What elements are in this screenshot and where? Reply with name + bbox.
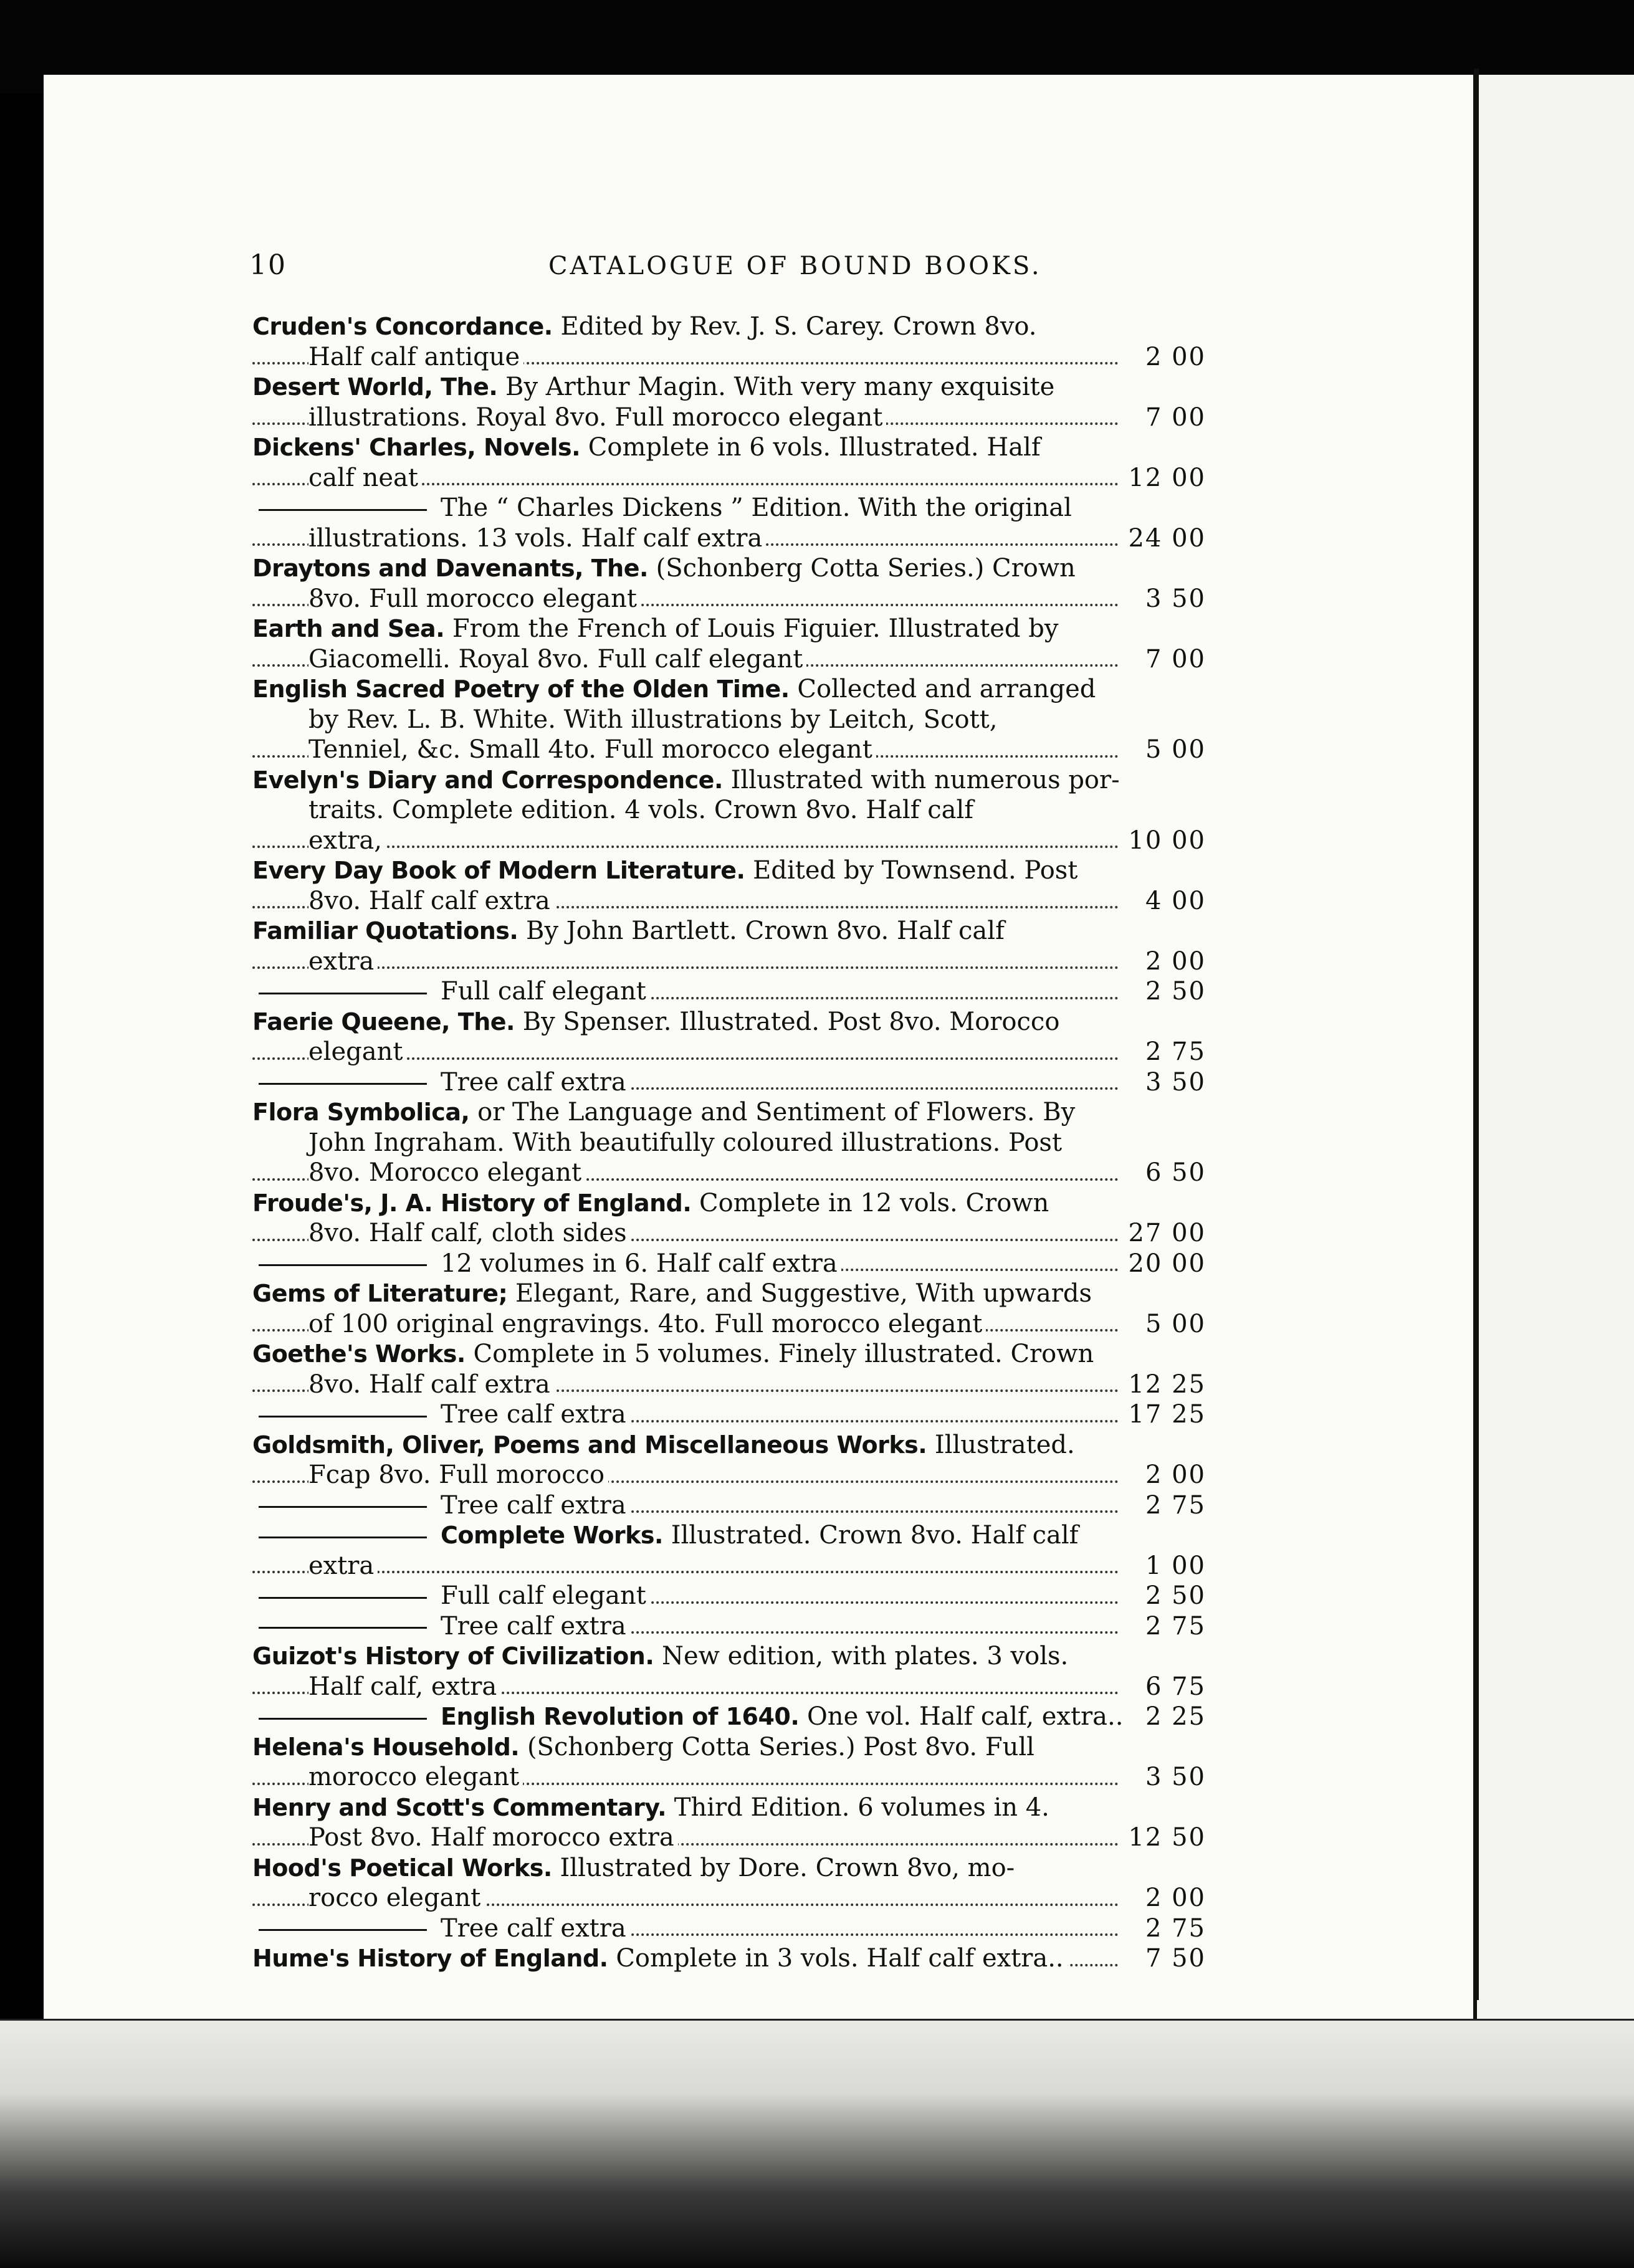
book-description: Illustrated. Crown 8vo. Half calf (663, 1521, 1079, 1550)
catalogue-line (252, 312, 1206, 342)
catalogue-line (252, 1097, 1206, 1128)
price: 2 00 (1125, 1460, 1206, 1490)
ditto-rule (259, 993, 427, 994)
line-text (252, 675, 1099, 703)
price: 3 50 (1125, 1067, 1206, 1098)
line-text (308, 1551, 378, 1580)
book-description: illustrations. 13 vols. Half calf extra (308, 523, 763, 553)
catalogue-line (252, 1370, 1206, 1400)
line-text (252, 1249, 841, 1278)
book-description: or The Language and Sentiment of Flowers. By (469, 1098, 1076, 1127)
price: 2 75 (1125, 1490, 1206, 1521)
price: 20 00 (1125, 1249, 1206, 1279)
catalogue-line (252, 946, 1206, 977)
price: 10 00 (1125, 826, 1206, 856)
line-text (252, 1008, 1063, 1036)
book-title: Complete Works. (441, 1522, 663, 1549)
line-text (252, 1491, 630, 1520)
line-text (308, 464, 422, 492)
catalogue-line (252, 553, 1206, 584)
line-text (308, 826, 386, 855)
catalogue-line (252, 493, 1206, 523)
price: 7 00 (1125, 644, 1206, 675)
book-description: morocco elegant (308, 1763, 520, 1791)
line-text (252, 1793, 1053, 1822)
book-description: Edited by Townsend. Post (745, 856, 1078, 885)
book-description: Half calf antique (308, 342, 520, 371)
catalogue-line (252, 523, 1206, 554)
catalogue-line (252, 1218, 1206, 1249)
catalogue-line (252, 976, 1206, 1007)
catalogue-line (252, 1822, 1206, 1853)
price: 12 50 (1125, 1822, 1206, 1853)
catalogue-line (252, 1762, 1206, 1793)
catalogue-line (252, 1007, 1206, 1037)
catalogue-line (252, 1913, 1206, 1944)
line-text (252, 856, 1081, 885)
book-description: Complete in 3 vols. Half calf extra.. (608, 1944, 1064, 1973)
book-description: Illustrated. (927, 1430, 1075, 1459)
book-description: illustrations. Royal 8vo. Full morocco elegant (308, 403, 883, 432)
book-description: 8vo. Half calf extra (308, 1370, 550, 1399)
line-text (308, 947, 378, 976)
book-description: extra (308, 1551, 375, 1580)
book-description: Tree calf extra (441, 1611, 626, 1641)
line-text (252, 1702, 1127, 1731)
price: 3 50 (1125, 1762, 1206, 1793)
book-description: Collected and arranged (789, 675, 1096, 703)
price: 2 00 (1125, 1883, 1206, 1913)
running-head: CATALOGUE OF BOUND BOOKS. (548, 252, 1042, 280)
line-text (252, 1733, 1038, 1761)
line-text (252, 1854, 1018, 1882)
price: 2 25 (1125, 1702, 1206, 1732)
line-text (252, 1400, 630, 1429)
book-description: 8vo. Half calf, cloth sides (308, 1219, 627, 1247)
page-bottom-edge (0, 2019, 1634, 2021)
catalogue-line (252, 1037, 1206, 1067)
catalogue-line (252, 1188, 1206, 1219)
book-description: Fcap 8vo. Full morocco (308, 1460, 605, 1489)
catalogue-line (252, 1309, 1206, 1340)
page-header (249, 249, 1209, 287)
book-title: Goethe's Works. (252, 1340, 466, 1368)
catalogue-line (252, 1430, 1206, 1460)
catalogue-line (252, 735, 1206, 765)
book-title: Froude's, J. A. History of England. (252, 1189, 692, 1217)
catalogue-line (252, 1702, 1206, 1732)
book-title: Hume's History of England. (252, 1945, 608, 1972)
book-description: Full calf elegant (441, 1581, 646, 1610)
price: 2 75 (1125, 1913, 1206, 1944)
book-description: 8vo. Morocco elegant (308, 1158, 582, 1187)
book-description: 8vo. Full morocco elegant (308, 584, 637, 613)
book-description: One vol. Half calf, extra.. (799, 1702, 1124, 1731)
page-number: 10 (249, 249, 287, 281)
line-text (252, 1581, 650, 1610)
book-description: extra, (308, 826, 382, 855)
price: 6 75 (1125, 1672, 1206, 1702)
book-description: By Arthur Magin. With very many exquisite (497, 373, 1055, 401)
price: 2 75 (1125, 1611, 1206, 1642)
price: 4 00 (1125, 886, 1206, 917)
catalogue-line (252, 916, 1206, 946)
price: 24 00 (1125, 523, 1206, 554)
line-text (252, 1068, 630, 1097)
book-title: Goldsmith, Oliver, Poems and Miscellaneous Works. (252, 1431, 927, 1459)
book-title: Every Day Book of Modern Literature. (252, 857, 745, 884)
catalogue-line (252, 1399, 1206, 1430)
catalogue-line (252, 1158, 1206, 1188)
facing-page-edge (1477, 75, 1634, 2206)
book-title: Desert World, The. (252, 373, 498, 401)
book-title: Evelyn's Diary and Correspondence. (252, 766, 723, 794)
line-text (308, 584, 641, 613)
line-text (308, 1310, 986, 1338)
scan-border-bottom (0, 2019, 1634, 2268)
line-text (252, 554, 1079, 583)
price: 6 50 (1125, 1158, 1206, 1188)
price: 7 00 (1125, 403, 1206, 433)
catalogue-line (252, 372, 1206, 403)
line-text (308, 796, 977, 824)
catalogue-line (252, 886, 1206, 917)
book-description: Half calf, extra (308, 1672, 497, 1701)
price: 1 00 (1125, 1551, 1206, 1581)
price: 2 00 (1125, 342, 1206, 373)
catalogue-line (252, 1520, 1206, 1551)
line-text (252, 1340, 1097, 1368)
line-text (252, 312, 1041, 341)
book-title: Earth and Sea. (252, 615, 445, 642)
price: 12 00 (1125, 463, 1206, 493)
price: 2 50 (1125, 1581, 1206, 1611)
line-text (308, 1158, 585, 1187)
book-description: Elegant, Rare, and Suggestive, With upwards (507, 1279, 1092, 1308)
book-description: Post 8vo. Half morocco extra (308, 1823, 674, 1852)
catalogue-line (252, 1793, 1206, 1823)
ditto-rule (259, 1627, 427, 1629)
book-description: Complete in 6 vols. Illustrated. Half (580, 433, 1041, 462)
line-text (252, 493, 1076, 522)
book-description: Tree calf extra (441, 1913, 626, 1943)
leader-dots (252, 1571, 1119, 1573)
catalogue-line (252, 1641, 1206, 1672)
line-text (308, 1460, 608, 1489)
book-description: rocco elegant (308, 1884, 481, 1912)
book-title: Draytons and Davenants, The. (252, 555, 648, 582)
ditto-rule (259, 1597, 427, 1599)
book-description: Edited by Rev. J. S. Carey. Crown 8vo. (552, 312, 1037, 341)
catalogue-line (252, 1460, 1206, 1490)
line-text (308, 705, 1001, 734)
catalogue-line (252, 463, 1206, 493)
catalogue-line (252, 1339, 1206, 1370)
book-description: By Spenser. Illustrated. Post 8vo. Morocco (515, 1007, 1060, 1036)
catalogue-line (252, 1279, 1206, 1309)
catalogue-line (252, 644, 1206, 675)
catalogue-line (252, 765, 1206, 796)
book-description: calf neat (308, 463, 418, 492)
ditto-rule (259, 1083, 427, 1085)
line-text (252, 1098, 1079, 1127)
book-description: Tree calf extra (441, 1400, 626, 1429)
book-description: extra (308, 946, 375, 976)
catalogue-line (252, 614, 1206, 644)
line-text (308, 1884, 484, 1912)
book-description: of 100 original engravings. 4to. Full morocco elegant (308, 1309, 983, 1338)
book-description: (Schonberg Cotta Series.) Post 8vo. Full (519, 1732, 1034, 1761)
line-text (252, 1914, 630, 1943)
line-text (252, 1521, 1082, 1550)
book-description: The “ Charles Dickens ” Edition. With the original (441, 493, 1072, 522)
line-text (252, 1642, 1072, 1670)
book-title: Faerie Queene, The. (252, 1008, 515, 1036)
catalogue-line (252, 705, 1206, 735)
book-description: Illustrated by Dore. Crown 8vo, mo- (552, 1853, 1015, 1882)
catalogue-line (252, 1883, 1206, 1913)
leader-dots (252, 966, 1119, 969)
book-title: Familiar Quotations. (252, 917, 518, 945)
line-text (252, 433, 1044, 462)
price: 3 50 (1125, 584, 1206, 614)
catalogue-line (252, 674, 1206, 705)
book-title: Flora Symbolica, (252, 1098, 470, 1126)
line-text (308, 524, 766, 553)
catalogue-line (252, 403, 1206, 433)
line-text (308, 735, 876, 764)
catalogue-line (252, 1732, 1206, 1763)
price: 17 25 (1125, 1399, 1206, 1430)
line-text (308, 887, 554, 915)
catalogue-line (252, 1581, 1206, 1611)
line-text (308, 1672, 500, 1701)
ditto-rule (259, 509, 427, 511)
line-text (308, 1219, 631, 1247)
line-text (308, 1370, 554, 1399)
ditto-rule (259, 1416, 427, 1418)
line-text (252, 766, 1124, 794)
ditto-rule (259, 1506, 427, 1508)
line-text (308, 403, 886, 432)
book-description: Tenniel, &c. Small 4to. Full morocco elegant (308, 735, 872, 764)
line-text (308, 1763, 523, 1791)
catalogue-line (252, 432, 1206, 463)
book-description: By John Bartlett. Crown 8vo. Half calf (518, 917, 1005, 945)
book-description: 8vo. Half calf extra (308, 886, 550, 915)
price: 12 25 (1125, 1370, 1206, 1400)
ditto-rule (259, 1264, 427, 1266)
book-title: Hood's Poetical Works. (252, 1854, 552, 1882)
book-title: English Sacred Poetry of the Olden Time. (252, 675, 790, 703)
book-description: by Rev. L. B. White. With illustrations by Leitch, Scott, (308, 705, 998, 734)
price: 2 75 (1125, 1037, 1206, 1067)
book-title: Gems of Literature; (252, 1280, 508, 1307)
ditto-rule (259, 1929, 427, 1931)
line-text (252, 1944, 1068, 1973)
book-description: Illustrated with numerous por- (722, 765, 1120, 794)
book-description: Full calf elegant (441, 977, 646, 1006)
book-title: Henry and Scott's Commentary. (252, 1793, 667, 1821)
ditto-rule (259, 1537, 427, 1538)
price: 2 00 (1125, 946, 1206, 977)
line-text (252, 977, 650, 1006)
line-text (252, 1189, 1053, 1217)
price: 5 00 (1125, 1309, 1206, 1340)
line-text (308, 1037, 406, 1066)
price: 27 00 (1125, 1218, 1206, 1249)
catalogue-line (252, 1672, 1206, 1702)
book-description: Tree calf extra (441, 1067, 626, 1097)
ditto-rule (259, 1718, 427, 1720)
catalogue-line (252, 1128, 1206, 1158)
book-description: 12 volumes in 6. Half calf extra (441, 1249, 838, 1278)
catalogue-line (252, 1490, 1206, 1521)
line-text (308, 645, 806, 674)
catalogue-line (252, 826, 1206, 856)
book-title: Guizot's History of Civilization. (252, 1642, 654, 1670)
book-description: From the French of Louis Figuier. Illustrated by (444, 614, 1059, 643)
catalogue-line (252, 1551, 1206, 1581)
price: 2 50 (1125, 976, 1206, 1007)
line-text (308, 1823, 678, 1852)
line-text (252, 373, 1058, 401)
book-description: New edition, with plates. 3 vols. (654, 1642, 1069, 1670)
line-text (252, 1612, 630, 1641)
book-description: John Ingraham. With beautifully coloured illustrations. Post (308, 1128, 1063, 1157)
book-title: Cruden's Concordance. (252, 313, 553, 340)
line-text (252, 1431, 1079, 1459)
book-description: Complete in 12 vols. Crown (691, 1188, 1049, 1217)
book-title: English Revolution of 1640. (441, 1703, 800, 1730)
catalogue-line (252, 342, 1206, 373)
catalogue-entries (252, 312, 1206, 1974)
line-text (252, 614, 1062, 643)
book-description: (Schonberg Cotta Series.) Crown (647, 554, 1076, 583)
book-description: traits. Complete edition. 4 vols. Crown 8vo. Half calf (308, 796, 974, 824)
book-description: elegant (308, 1037, 403, 1066)
book-description: Giacomelli. Royal 8vo. Full calf elegant (308, 644, 803, 674)
book-title: Dickens' Charles, Novels. (252, 434, 581, 461)
line-text (252, 917, 1008, 945)
line-text (308, 1128, 1066, 1157)
catalogue-line (252, 1067, 1206, 1098)
catalogue-line (252, 1249, 1206, 1279)
catalogue-line (252, 1611, 1206, 1642)
catalogue-line (252, 584, 1206, 614)
catalogue-line (252, 1853, 1206, 1884)
book-description: Third Edition. 6 volumes in 4. (666, 1793, 1049, 1822)
binding-spine (1474, 69, 1479, 2000)
book-title: Helena's Household. (252, 1733, 520, 1761)
line-text (308, 343, 523, 371)
price: 5 00 (1125, 735, 1206, 765)
line-text (252, 1279, 1096, 1308)
catalogue-line (252, 1943, 1206, 1974)
book-description: Tree calf extra (441, 1490, 626, 1520)
catalogue-line (252, 795, 1206, 826)
catalogue-line (252, 855, 1206, 886)
price: 7 50 (1125, 1943, 1206, 1974)
book-description: Complete in 5 volumes. Finely illustrated. Crown (465, 1340, 1094, 1368)
